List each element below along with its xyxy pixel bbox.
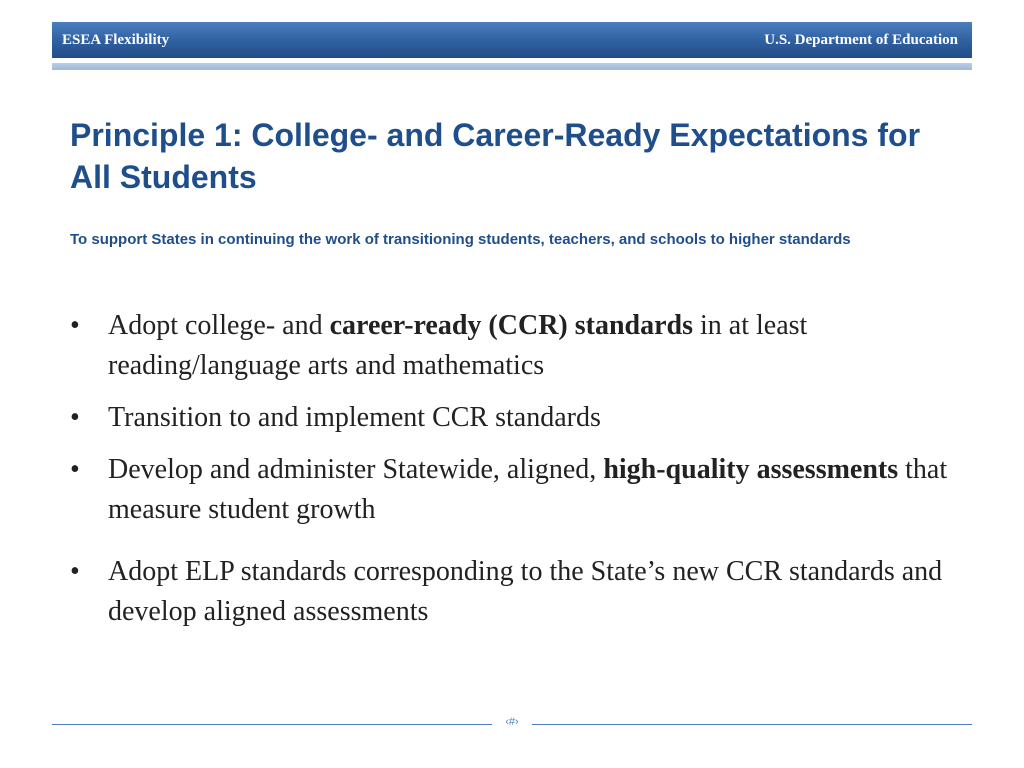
bullet-bold-text: high-quality assessments: [603, 454, 899, 485]
page-number: ‹#›: [505, 716, 519, 728]
bullet-item: [70, 398, 950, 438]
header-left-label: ESEA Flexibility: [62, 31, 170, 48]
footer-line-right: [532, 724, 972, 725]
header-divider-light-blue: [52, 63, 972, 70]
bullet-text: Adopt college- and: [108, 310, 330, 341]
bullet-marker: •: [70, 402, 80, 433]
bullet-marker: •: [70, 556, 80, 587]
bullet-list: [70, 306, 950, 644]
header-right-label: U.S. Department of Education: [764, 31, 958, 48]
header-banner: [52, 22, 972, 58]
footer-line-left: [52, 724, 492, 725]
bullet-item: [70, 450, 950, 530]
bullet-marker: •: [70, 310, 80, 341]
bullet-bold-text: career-ready (CCR) standards: [329, 310, 694, 341]
bullet-text: Develop and administer Statewide, aligned,: [108, 454, 604, 485]
bullet-item: [70, 306, 950, 386]
slide-subtitle: To support States in continuing the work of transitioning students, teachers, and schools to higher standards: [70, 231, 851, 248]
bullet-marker: •: [70, 454, 80, 485]
bullet-text: Transition to and implement CCR standards: [108, 402, 601, 433]
bullet-item: [70, 552, 950, 632]
slide-title: Principle 1: College- and Career-Ready Expectations for All Students: [70, 117, 921, 195]
bullet-text: Adopt ELP standards corresponding to the State’s new CCR standards and develop aligned assessments: [108, 556, 943, 627]
bullet-text: in at least reading/language arts and mathematics: [108, 310, 808, 381]
bullet-text: that measure student growth: [108, 454, 948, 525]
